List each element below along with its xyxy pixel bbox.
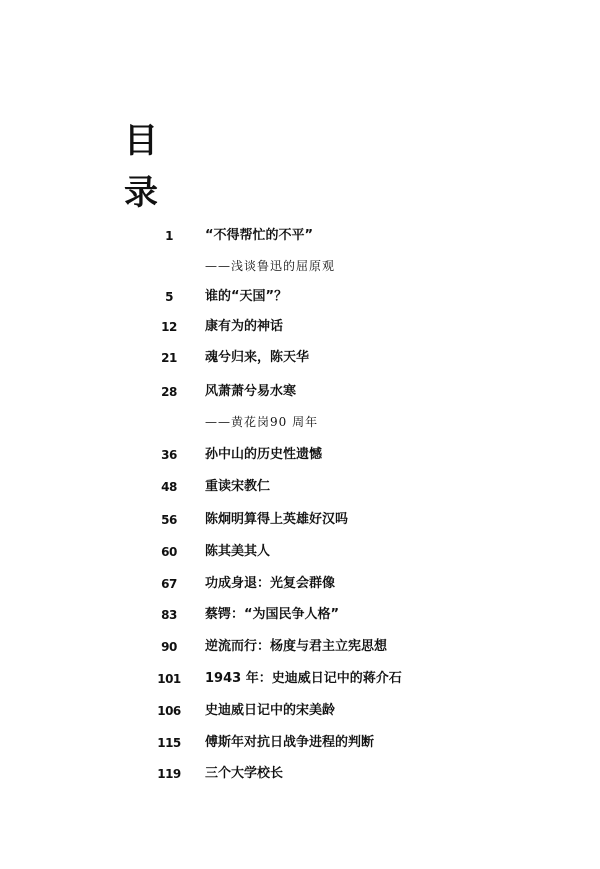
toc-page-number: 56	[161, 513, 177, 527]
toc-subtitle-row	[150, 254, 570, 278]
toc-title: 蔡锷：“为国民争人格”	[205, 607, 340, 622]
toc-entry[interactable]	[150, 731, 570, 755]
toc-page-number: 36	[161, 448, 177, 462]
toc-page-number: 115	[157, 736, 181, 750]
toc-page-number: 106	[157, 704, 181, 718]
toc-entry[interactable]	[150, 635, 570, 659]
toc-entry[interactable]	[150, 603, 570, 627]
toc-entry[interactable]	[150, 667, 570, 691]
toc-entry[interactable]	[150, 572, 570, 596]
toc-entry[interactable]	[150, 285, 570, 309]
toc-page-number: 12	[161, 320, 177, 334]
page-title-char-2: 录	[124, 173, 158, 213]
toc-title: 风萧萧兮易水寒	[205, 384, 297, 399]
toc-title: 功成身退：光复会群像	[205, 576, 336, 591]
toc-title: 谁的“天国”？	[205, 289, 288, 304]
toc-entry[interactable]	[150, 224, 570, 248]
toc-title: 魂兮归来，陈天华	[205, 350, 310, 365]
toc-title: 孙中山的历史性遗憾	[205, 447, 323, 462]
toc-title: 陈炯明算得上英雄好汉吗	[205, 512, 349, 527]
toc-subtitle-row	[150, 410, 570, 434]
toc-page-number: 60	[161, 545, 177, 559]
toc-title: 1943 年：史迪威日记中的蒋介石	[205, 671, 402, 686]
toc-entry[interactable]	[150, 315, 570, 339]
page-title-char-1: 目	[124, 121, 158, 161]
toc-page-number: 1	[165, 229, 173, 243]
toc-subtitle: ——黄花岗90 周年	[205, 415, 319, 429]
toc-entry[interactable]	[150, 475, 570, 499]
toc-title: 傅斯年对抗日战争进程的判断	[205, 735, 375, 750]
toc-title: 逆流而行：杨度与君主立宪思想	[205, 639, 388, 654]
toc-entry[interactable]	[150, 346, 570, 370]
toc-title: 史迪威日记中的宋美龄	[205, 703, 336, 718]
toc-page-number: 48	[161, 480, 177, 494]
toc-title: 重读宋教仁	[205, 479, 271, 494]
toc-page-number: 5	[165, 290, 173, 304]
toc-entry[interactable]	[150, 508, 570, 532]
toc-page-number: 101	[157, 672, 181, 686]
toc-page-number: 21	[161, 351, 177, 365]
toc-title: “不得帮忙的不平”	[205, 228, 314, 243]
toc-entry[interactable]	[150, 443, 570, 467]
toc-page-number: 83	[161, 608, 177, 622]
toc-page-number: 28	[161, 385, 177, 399]
toc-page-number: 90	[161, 640, 177, 654]
toc-page-number: 67	[161, 577, 177, 591]
toc-entry[interactable]	[150, 540, 570, 564]
toc-entry[interactable]	[150, 699, 570, 723]
toc-entry[interactable]	[150, 380, 570, 404]
toc-title: 康有为的神话	[205, 319, 284, 334]
toc-title: 陈其美其人	[205, 544, 271, 559]
toc-page-number: 119	[157, 767, 181, 781]
toc-entry[interactable]	[150, 762, 570, 786]
toc-title: 三个大学校长	[205, 766, 284, 781]
toc-subtitle: ——浅谈鲁迅的屈原观	[205, 259, 336, 273]
